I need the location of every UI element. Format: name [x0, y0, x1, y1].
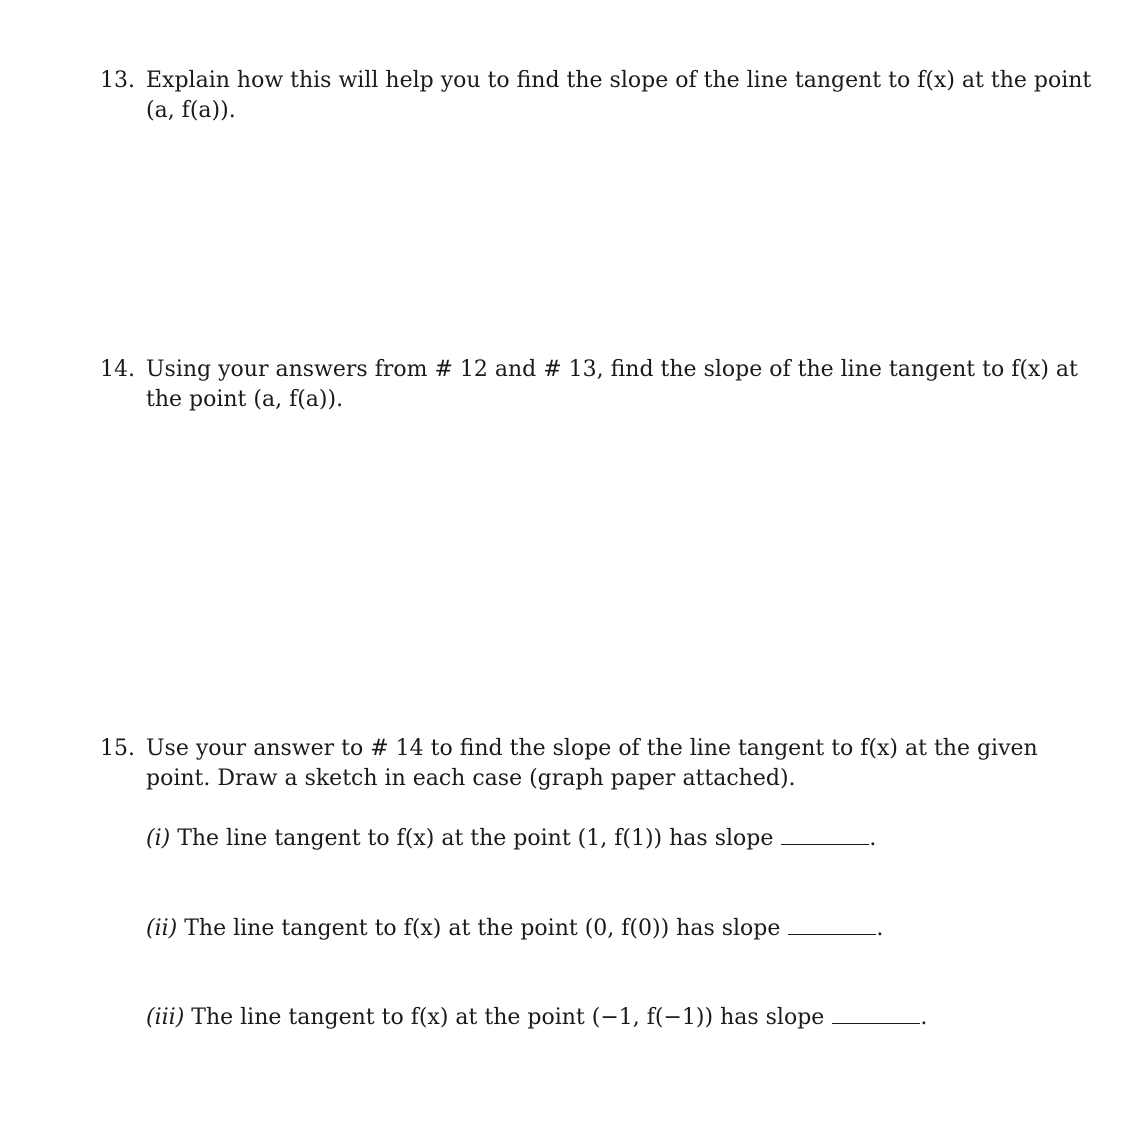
part-text: The line tangent to f(x) at the point (−1, f(−1)) has slope	[191, 1005, 825, 1030]
part-label: (ii)	[146, 916, 178, 941]
part-iii	[146, 1003, 927, 1033]
problem-13	[100, 66, 1092, 126]
answer-blank[interactable]	[832, 1005, 920, 1024]
end-mark: .	[920, 1005, 928, 1030]
problem-number: 14.	[100, 357, 135, 382]
problem-text: Using your answers from # 12 and # 13, find the slope of the line tangent to f(x) at	[146, 357, 1078, 382]
part-text: The line tangent to f(x) at the point (1, f(1)) has slope	[177, 826, 774, 851]
part-ii	[146, 914, 883, 944]
answer-blank[interactable]	[781, 826, 869, 845]
problem-text-cont: point. Draw a sketch in each case (graph paper attached).	[146, 766, 796, 791]
part-text: The line tangent to f(x) at the point (0, f(0)) has slope	[184, 916, 781, 941]
answer-blank[interactable]	[788, 916, 876, 935]
problem-text-cont: (a, f(a)).	[146, 98, 236, 123]
problem-number: 13.	[100, 68, 135, 93]
part-i	[146, 824, 876, 854]
problem-15	[100, 734, 1055, 794]
problem-text-cont: the point (a, f(a)).	[146, 387, 344, 412]
part-label: (i)	[146, 826, 171, 851]
problem-text: Use your answer to # 14 to find the slope of the line tangent to f(x) at the given	[146, 736, 1038, 761]
end-mark: .	[869, 826, 877, 851]
problem-14	[100, 355, 1078, 415]
part-label: (iii)	[146, 1005, 185, 1030]
problem-text: Explain how this will help you to find the slope of the line tangent to f(x) at the point	[146, 68, 1092, 93]
end-mark: .	[876, 916, 884, 941]
problem-number: 15.	[100, 736, 135, 761]
